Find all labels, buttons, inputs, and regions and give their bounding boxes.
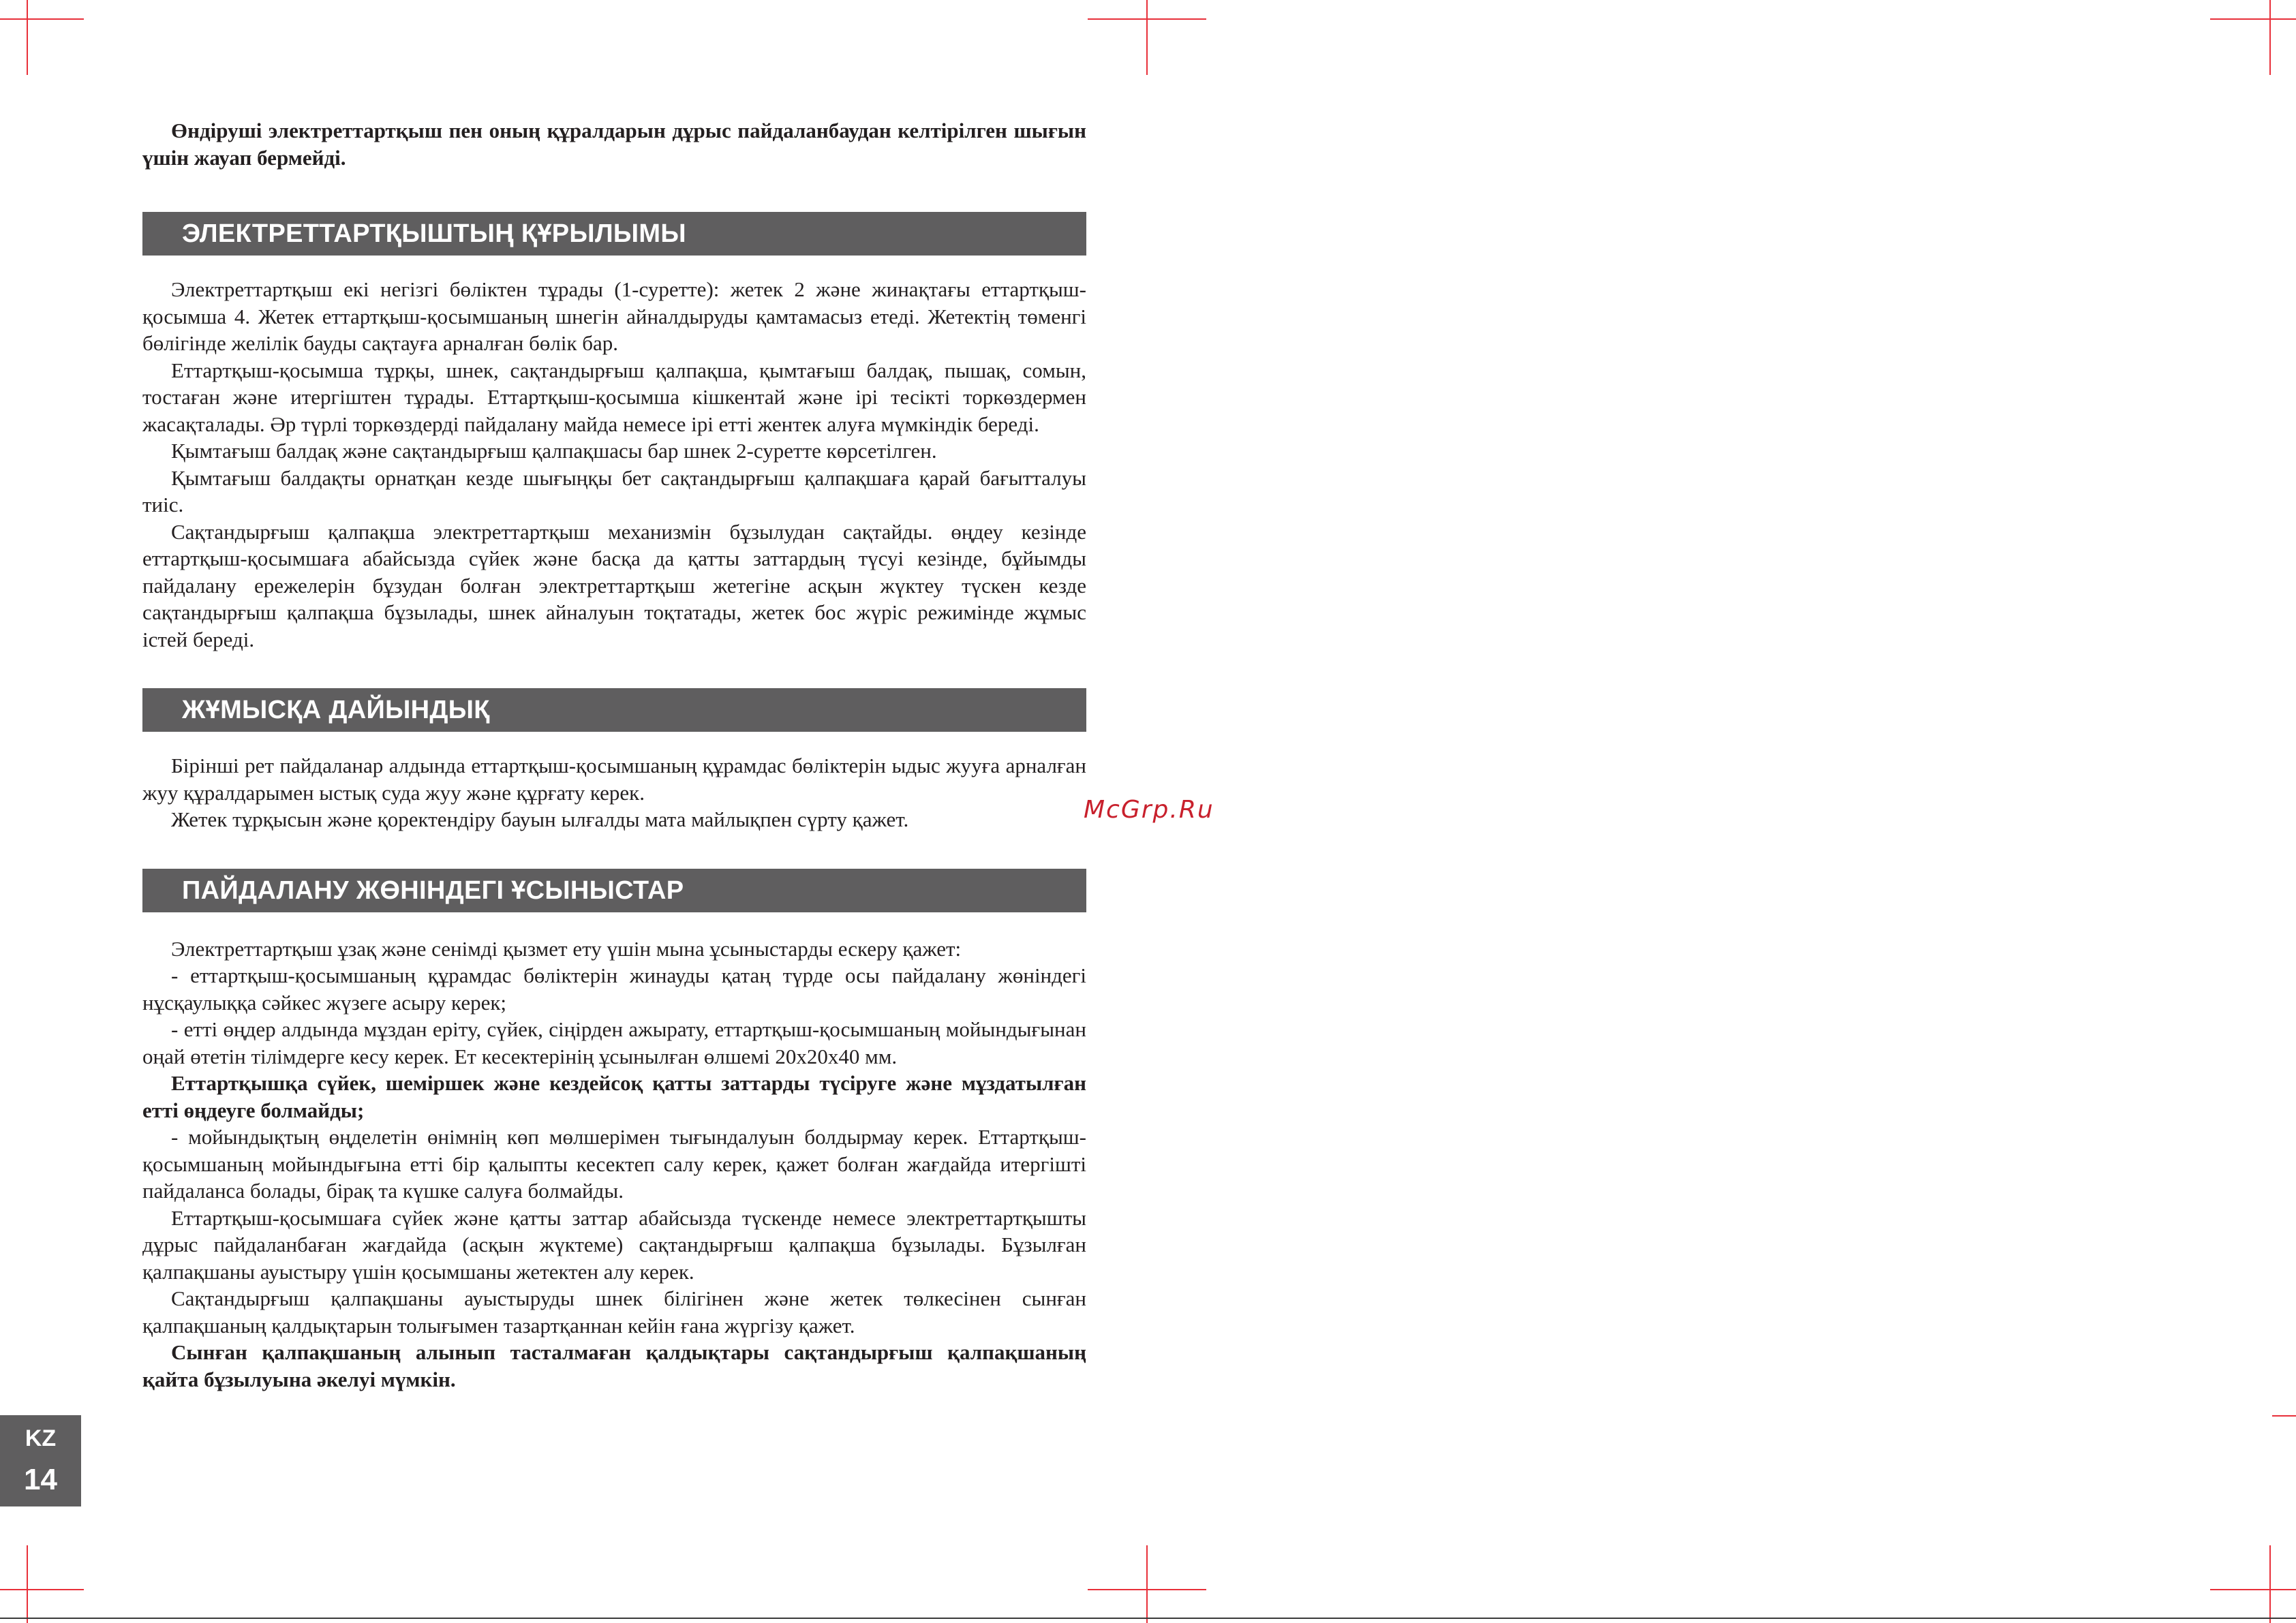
text-column [142,109,1086,1393]
paragraph: Қымтағыш балдақты орнатқан кезде шығыңқы бет сақтандырғыш қалпақшаға қарай бағытталуы тиіс. [142,465,1086,516]
paragraph: Сақтандырғыш қалпақша электреттартқыш механизмін бұзылудан сақтайды. өңдеу кезінде еттартқыш-қосымшаға абайсызда сүйек және басқа да қатты заттардың түсуі кезінде, бұйымды пайдалану ережелерін бұзудан болған электреттартқыш жетегіне асқын жүктеу түскен кезде сақтандырғыш қалпақша бұзылады, шнек айналуын тоқтатады, жетек бос жүріс режимінде жұмыс істей береді. [142,519,1086,651]
crop-mark [2210,18,2296,20]
language-code: KZ [25,1425,57,1451]
crop-mark [2210,1589,2296,1590]
paragraph: Еттартқыш-қосымша тұрқы, шнек, сақтандырғыш қалпақша, қымтағыш балдақ, пышақ, сомын, тостаған және итергіштен тұрады. Еттартқыш-қосымша кішкентай және ірі тесікті торкөздермен жасақталады. Әр түрлі торкөздерді пайдалану майда немесе ірі етті жентек алуға мүмкіндік береді. [142,358,1086,436]
paragraph: Электреттартқыш ұзақ және сенімді қызмет ету үшін мына ұсыныстарды ескеру қажет: [171,936,962,961]
paragraph: Электреттартқыш екі негізгі бөліктен тұрады (1-суретте): жетек 2 және жинақтағы еттартқыш-қосымша 4. Жетек еттартқыш-қосымшаның шнегін айналдыруды қамтамасыз етеді. Жетектің төменгі бөлігінде желілік бауды сақтауға арналған бөлік бар. [142,277,1086,355]
paragraph: - мойындықтың өңделетін өнімнің көп мөлшерімен тығындалуын болдырмау керек. Еттартқыш-қосымшаның мойындығына етті бір қалыпты кесектеп салу керек, қажет болған жағдайда итергішті пайдалансa болады, бірақ та күшке салуға болмайды. [142,1125,1086,1203]
watermark-link[interactable]: McGrp.Ru [1084,796,1214,824]
crop-mark [27,1545,28,1623]
paragraph: - етті өңдер алдында мұздан еріту, сүйек, сіңірден ажырату, еттартқыш-қосымшаның мойындығынан оңай өтетін тілімдерге кесу керек. Ет кесектерінің ұсынылған өлшемі 20х20х40 мм. [142,1017,1086,1068]
crop-mark [2269,0,2271,75]
warning-paragraph: Еттартқышқа сүйек, шеміршек және кездейсоқ қатты заттарды түсіруге және мұздатылған етті өңдеуге болмайды; [142,1071,1086,1122]
crop-mark [2272,1415,2296,1417]
crop-mark [0,18,84,20]
warning-paragraph: Сынған қалпақшаның алынып тасталмаған қалдықтары сақтандырғыш қалпақшаның қайта бұзылуына әкелуі мүмкін. [142,1340,1086,1391]
paragraph: Жетек тұрқысын және қоректендіру бауын ылғалды мата майлықпен сүрту қажет. [171,807,909,831]
paragraph: - еттартқыш-қосымшаның құрамдас бөліктерін жинауды қатаң түрде осы пайдалану жөніндегі нұсқаулыққа сәйкес жүзеге асыру керек; [142,963,1086,1015]
paragraph: Еттартқыш-қосымшаға сүйек және қатты заттар абайсызда түскенде немесе электреттартқышты дұрыс пайдаланбаған жағдайда (асқын жүктеме) сақтандырғыш қалпақша бұзылады. Бұзылған қалпақшаны ауыстыру үшін қосымшаны жетектен алу керек. [142,1205,1086,1284]
section-heading-recommendations: ПАЙДАЛАНУ ЖӨНІНДЕГІ ҰСЫНЫСТАР [142,869,1086,912]
page-number: 14 [24,1463,57,1496]
paragraph: Қымтағыш балдақ және сақтандырғыш қалпақшасы бар шнек 2-суретте көрсетілген. [171,439,937,463]
crop-mark [1146,1545,1148,1623]
page-tab [0,1415,81,1506]
crop-mark [27,0,28,75]
crop-mark [2269,1545,2271,1623]
paragraph: Бірінші рет пайдаланар алдында еттартқыш-қосымшаның құрамдас бөліктерін ыдыс жууға арналған жуу құралдарымен ыстық суда жуу және құрғату керек. [142,754,1086,805]
section-heading-preparation: ЖҰМЫСҚА ДАЙЫНДЫҚ [142,688,1086,732]
paragraph: Сақтандырғыш қалпақшаны ауыстыруды шнек білігінен және жетек төлкесінен сынған қалпақшаның қалдықтарын толығымен тазартқаннан кейін ғана жүргізу қажет. [142,1286,1086,1338]
section-heading-construction: ЭЛЕКТРЕТТАРТҚЫШТЫҢ ҚҰРЫЛЫМЫ [142,212,1086,256]
crop-mark [0,1589,84,1590]
page-bottom-rule [0,1618,2296,1619]
intro-disclaimer: Өндіруші электреттартқыш пен оның құралдарын дұрыс пайдаланбаудан келтірілген шығын үшін жауап бермейді. [142,119,1086,170]
crop-mark [1146,0,1148,75]
